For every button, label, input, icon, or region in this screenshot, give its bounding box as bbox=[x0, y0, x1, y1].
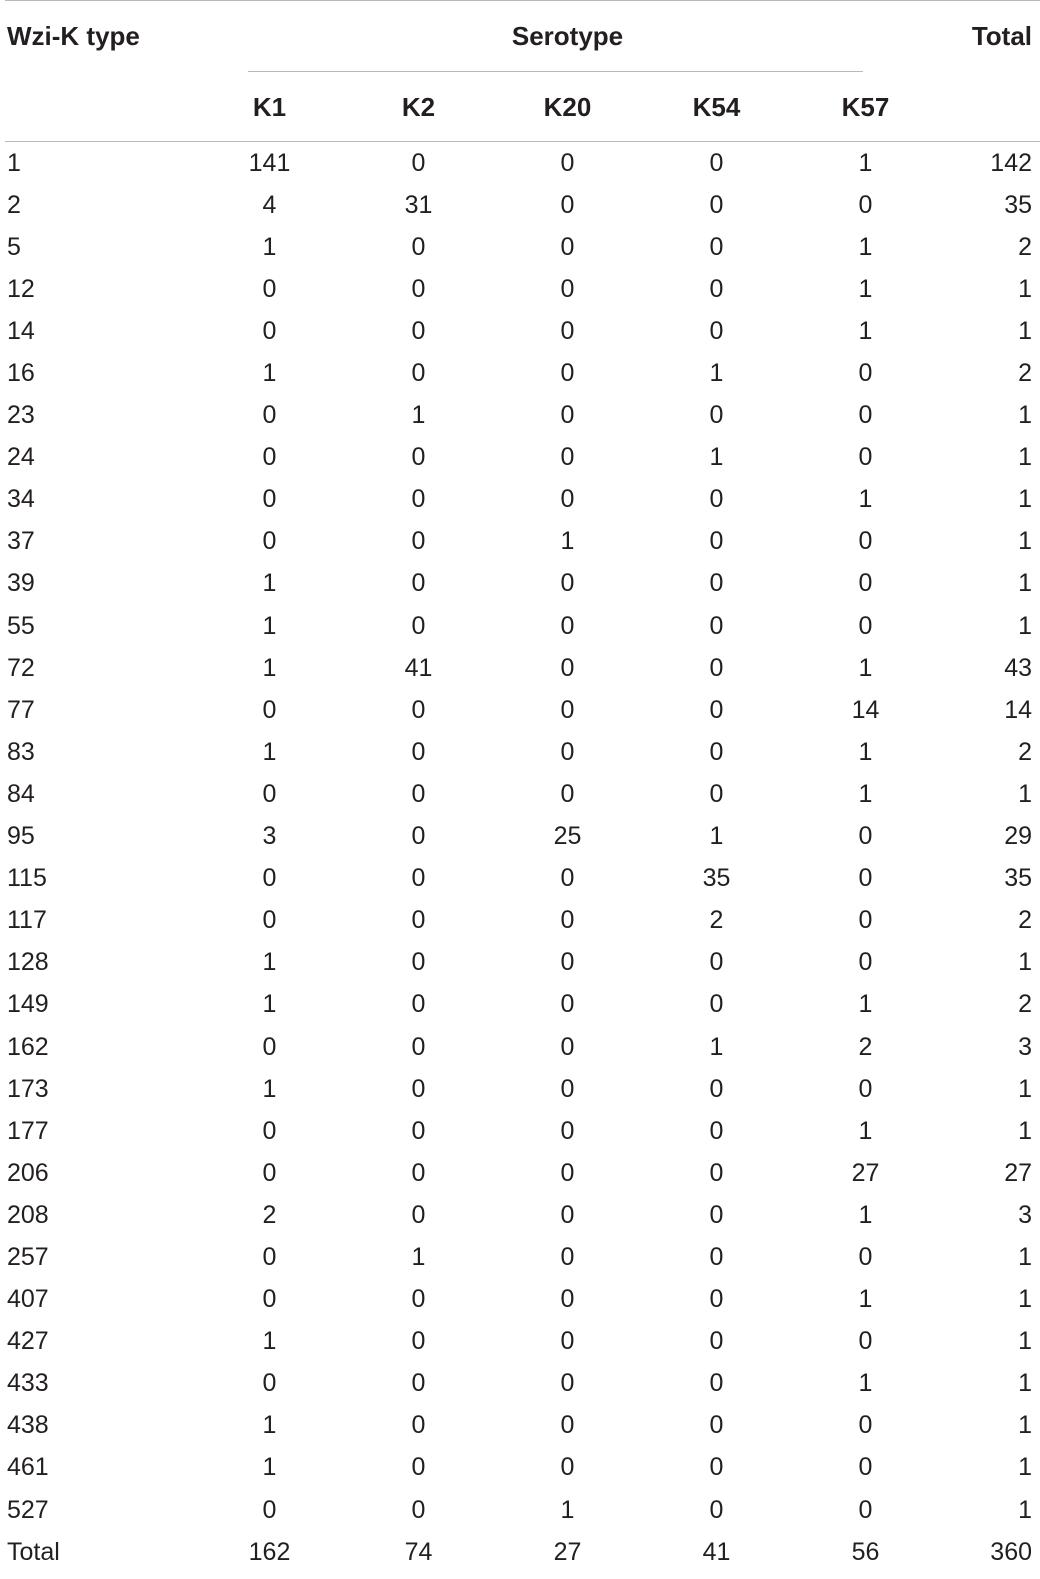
cell-wzi-k-type: 173 bbox=[7, 1074, 49, 1103]
cell-k20: 0 bbox=[560, 569, 575, 598]
table-row bbox=[5, 142, 1040, 185]
table-row bbox=[5, 816, 1040, 858]
cell-total: 1 bbox=[1018, 485, 1033, 514]
cell-total: 1 bbox=[1018, 274, 1033, 303]
cell-k1: 0 bbox=[262, 1242, 277, 1271]
cell-k20: 1 bbox=[560, 527, 575, 556]
cell-k57: 14 bbox=[851, 695, 880, 724]
cell-total: 1 bbox=[1018, 611, 1033, 640]
table-row bbox=[5, 1363, 1040, 1405]
cell-k57: 0 bbox=[858, 906, 873, 935]
cell-k1: 0 bbox=[262, 1285, 277, 1314]
cell-k1: 0 bbox=[262, 1495, 277, 1524]
cell-k54: 41 bbox=[702, 1537, 731, 1566]
cell-wzi-k-type: 77 bbox=[7, 695, 35, 724]
cell-k20: 0 bbox=[560, 948, 575, 977]
cell-wzi-k-type: 39 bbox=[7, 569, 35, 598]
cell-wzi-k-type: 12 bbox=[7, 274, 35, 303]
cell-wzi-k-type: 83 bbox=[7, 737, 35, 766]
cell-k57: 0 bbox=[858, 1453, 873, 1482]
cell-k20: 0 bbox=[560, 1242, 575, 1271]
cell-k1: 0 bbox=[262, 316, 277, 345]
cell-k54: 35 bbox=[702, 864, 731, 893]
cell-k54: 0 bbox=[709, 1158, 724, 1187]
cell-total: 14 bbox=[1004, 695, 1033, 724]
cell-wzi-k-type: 84 bbox=[7, 779, 35, 808]
cell-k1: 0 bbox=[262, 527, 277, 556]
cell-k54: 0 bbox=[709, 1285, 724, 1314]
cell-k54: 0 bbox=[709, 401, 724, 430]
cell-k20: 27 bbox=[553, 1537, 582, 1566]
cell-k2: 0 bbox=[411, 1116, 426, 1145]
cell-total: 1 bbox=[1018, 948, 1033, 977]
cell-wzi-k-type: 527 bbox=[7, 1495, 49, 1524]
cell-total: 1 bbox=[1018, 1411, 1033, 1440]
cell-total: 2 bbox=[1018, 737, 1033, 766]
cell-k1: 1 bbox=[262, 611, 277, 640]
cell-k1: 0 bbox=[262, 443, 277, 472]
table-row bbox=[5, 521, 1040, 563]
table-row bbox=[5, 689, 1040, 731]
cell-k20: 0 bbox=[560, 1032, 575, 1061]
cell-total: 1 bbox=[1018, 1453, 1033, 1482]
cell-k57: 2 bbox=[858, 1032, 873, 1061]
serotype-table bbox=[5, 0, 1040, 1573]
cell-k2: 0 bbox=[411, 443, 426, 472]
cell-wzi-k-type: 95 bbox=[7, 822, 35, 851]
cell-total: 1 bbox=[1018, 1369, 1033, 1398]
cell-k54: 1 bbox=[709, 822, 724, 851]
table-body bbox=[5, 142, 1040, 1574]
cell-k54: 0 bbox=[709, 190, 724, 219]
cell-k1: 0 bbox=[262, 695, 277, 724]
cell-k1: 1 bbox=[262, 1453, 277, 1482]
cell-k54: 0 bbox=[709, 274, 724, 303]
cell-wzi-k-type: 5 bbox=[7, 232, 21, 261]
table-row bbox=[5, 1026, 1040, 1068]
cell-wzi-k-type: 117 bbox=[7, 906, 47, 935]
cell-total: 2 bbox=[1018, 359, 1033, 388]
cell-k2: 0 bbox=[411, 1369, 426, 1398]
cell-k57: 0 bbox=[858, 1242, 873, 1271]
cell-k54: 0 bbox=[709, 779, 724, 808]
cell-k1: 1 bbox=[262, 990, 277, 1019]
table-row bbox=[5, 395, 1040, 437]
cell-k1: 1 bbox=[262, 948, 277, 977]
cell-k20: 0 bbox=[560, 1200, 575, 1229]
cell-k20: 0 bbox=[560, 1411, 575, 1440]
cell-k57: 1 bbox=[858, 1200, 873, 1229]
cell-k57: 1 bbox=[858, 1369, 873, 1398]
cell-k1: 1 bbox=[262, 737, 277, 766]
cell-k57: 0 bbox=[858, 822, 873, 851]
cell-k54: 0 bbox=[709, 1074, 724, 1103]
cell-k2: 1 bbox=[411, 1242, 426, 1271]
table-row bbox=[5, 647, 1040, 689]
cell-k20: 0 bbox=[560, 779, 575, 808]
cell-k2: 0 bbox=[411, 359, 426, 388]
cell-wzi-k-type: 162 bbox=[7, 1032, 49, 1061]
cell-k57: 0 bbox=[858, 948, 873, 977]
cell-k54: 0 bbox=[709, 737, 724, 766]
table-row bbox=[5, 858, 1040, 900]
cell-k54: 0 bbox=[709, 1116, 724, 1145]
cell-wzi-k-type: 23 bbox=[7, 401, 35, 430]
cell-wzi-k-type: 206 bbox=[7, 1158, 49, 1187]
cell-k2: 31 bbox=[404, 190, 433, 219]
cell-total: 1 bbox=[1018, 779, 1033, 808]
cell-wzi-k-type: 128 bbox=[7, 948, 49, 977]
cell-k20: 0 bbox=[560, 653, 575, 682]
cell-k2: 1 bbox=[411, 401, 426, 430]
cell-wzi-k-type: 115 bbox=[7, 864, 47, 893]
cell-k57: 56 bbox=[851, 1537, 880, 1566]
column-header-k20: K20 bbox=[493, 67, 642, 142]
table-row bbox=[5, 1321, 1040, 1363]
cell-wzi-k-type: 55 bbox=[7, 611, 35, 640]
cell-total: 3 bbox=[1018, 1200, 1033, 1229]
cell-wzi-k-type: 177 bbox=[7, 1116, 49, 1145]
cell-k20: 0 bbox=[560, 1074, 575, 1103]
cell-k2: 0 bbox=[411, 990, 426, 1019]
table-row bbox=[5, 310, 1040, 352]
cell-k57: 27 bbox=[851, 1158, 880, 1187]
cell-wzi-k-type: 16 bbox=[7, 359, 35, 388]
table-row bbox=[5, 226, 1040, 268]
cell-k57: 0 bbox=[858, 1074, 873, 1103]
header-row-group bbox=[5, 1, 1040, 68]
cell-k2: 0 bbox=[411, 611, 426, 640]
cell-k54: 1 bbox=[709, 1032, 724, 1061]
table-row bbox=[5, 1152, 1040, 1194]
column-header-wzi-k-type: Wzi-K type bbox=[7, 20, 140, 51]
cell-k2: 0 bbox=[411, 485, 426, 514]
cell-k2: 0 bbox=[411, 779, 426, 808]
cell-k2: 0 bbox=[411, 906, 426, 935]
cell-k20: 25 bbox=[553, 822, 582, 851]
cell-k2: 74 bbox=[404, 1537, 433, 1566]
cell-total: 27 bbox=[1004, 1158, 1033, 1187]
cell-k2: 0 bbox=[411, 737, 426, 766]
cell-k54: 0 bbox=[709, 485, 724, 514]
cell-k20: 0 bbox=[560, 990, 575, 1019]
cell-k57: 0 bbox=[858, 1411, 873, 1440]
cell-total: 360 bbox=[990, 1537, 1033, 1566]
cell-k1: 0 bbox=[262, 1369, 277, 1398]
cell-k57: 0 bbox=[858, 611, 873, 640]
cell-k1: 1 bbox=[262, 653, 277, 682]
cell-k57: 1 bbox=[858, 653, 873, 682]
cell-k57: 0 bbox=[858, 864, 873, 893]
cell-k20: 0 bbox=[560, 232, 575, 261]
cell-k1: 162 bbox=[248, 1537, 291, 1566]
cell-k1: 0 bbox=[262, 1116, 277, 1145]
table-row bbox=[5, 1405, 1040, 1447]
cell-k54: 0 bbox=[709, 990, 724, 1019]
table-row bbox=[5, 1194, 1040, 1236]
table-row bbox=[5, 479, 1040, 521]
cell-k2: 0 bbox=[411, 822, 426, 851]
cell-k20: 0 bbox=[560, 1158, 575, 1187]
cell-k54: 0 bbox=[709, 1242, 724, 1271]
cell-k54: 0 bbox=[709, 1453, 724, 1482]
cell-k54: 0 bbox=[709, 611, 724, 640]
cell-k2: 0 bbox=[411, 316, 426, 345]
cell-k57: 0 bbox=[858, 190, 873, 219]
table-row bbox=[5, 1110, 1040, 1152]
cell-wzi-k-type: 149 bbox=[7, 990, 49, 1019]
table-row bbox=[5, 563, 1040, 605]
cell-k1: 1 bbox=[262, 359, 277, 388]
cell-k2: 0 bbox=[411, 695, 426, 724]
cell-total: 1 bbox=[1018, 401, 1033, 430]
cell-total: 1 bbox=[1018, 1074, 1033, 1103]
header-blank-cell bbox=[940, 67, 1040, 142]
column-header-k57: K57 bbox=[791, 67, 940, 142]
cell-k1: 1 bbox=[262, 569, 277, 598]
cell-k1: 0 bbox=[262, 485, 277, 514]
column-header-k2: K2 bbox=[344, 67, 493, 142]
cell-k54: 0 bbox=[709, 569, 724, 598]
column-header-k54: K54 bbox=[642, 67, 791, 142]
cell-k57: 0 bbox=[858, 359, 873, 388]
cell-k54: 2 bbox=[709, 906, 724, 935]
cell-k57: 1 bbox=[858, 232, 873, 261]
table-row bbox=[5, 352, 1040, 394]
cell-total: 29 bbox=[1004, 822, 1033, 851]
cell-k57: 0 bbox=[858, 569, 873, 598]
cell-total: 1 bbox=[1018, 1285, 1033, 1314]
cell-k54: 1 bbox=[709, 359, 724, 388]
cell-total: 1 bbox=[1018, 443, 1033, 472]
cell-total: 1 bbox=[1018, 1327, 1033, 1356]
cell-k57: 1 bbox=[858, 990, 873, 1019]
cell-k20: 0 bbox=[560, 906, 575, 935]
table-row bbox=[5, 1279, 1040, 1321]
cell-total: 2 bbox=[1018, 990, 1033, 1019]
cell-wzi-k-type: 2 bbox=[7, 190, 21, 219]
cell-wzi-k-type: 1 bbox=[7, 148, 21, 177]
cell-wzi-k-type: 407 bbox=[7, 1285, 49, 1314]
cell-total: 1 bbox=[1018, 1242, 1033, 1271]
cell-total: 3 bbox=[1018, 1032, 1033, 1061]
header-blank-cell bbox=[5, 67, 195, 142]
cell-wzi-k-type: 14 bbox=[7, 316, 35, 345]
cell-wzi-k-type: 37 bbox=[7, 527, 35, 556]
cell-k1: 2 bbox=[262, 1200, 277, 1229]
cell-total: 142 bbox=[990, 148, 1033, 177]
cell-k54: 0 bbox=[709, 948, 724, 977]
cell-k2: 0 bbox=[411, 1074, 426, 1103]
cell-k20: 0 bbox=[560, 1453, 575, 1482]
table-row bbox=[5, 1489, 1040, 1531]
cell-k1: 0 bbox=[262, 274, 277, 303]
cell-k57: 0 bbox=[858, 527, 873, 556]
cell-total: 1 bbox=[1018, 527, 1033, 556]
cell-k2: 0 bbox=[411, 1411, 426, 1440]
cell-k54: 0 bbox=[709, 695, 724, 724]
cell-k2: 0 bbox=[411, 232, 426, 261]
cell-k1: 0 bbox=[262, 906, 277, 935]
cell-total: 1 bbox=[1018, 569, 1033, 598]
cell-wzi-k-type: Total bbox=[7, 1537, 60, 1566]
cell-k2: 0 bbox=[411, 864, 426, 893]
cell-k2: 41 bbox=[404, 653, 433, 682]
cell-k20: 0 bbox=[560, 401, 575, 430]
cell-k1: 1 bbox=[262, 232, 277, 261]
cell-k57: 1 bbox=[858, 1116, 873, 1145]
cell-k57: 1 bbox=[858, 274, 873, 303]
cell-wzi-k-type: 34 bbox=[7, 485, 35, 514]
cell-total: 2 bbox=[1018, 232, 1033, 261]
table-row bbox=[5, 773, 1040, 815]
cell-k1: 4 bbox=[262, 190, 277, 219]
cell-k54: 0 bbox=[709, 1200, 724, 1229]
cell-wzi-k-type: 72 bbox=[7, 653, 35, 682]
cell-k20: 0 bbox=[560, 485, 575, 514]
cell-k20: 0 bbox=[560, 148, 575, 177]
table-row bbox=[5, 437, 1040, 479]
cell-k2: 0 bbox=[411, 1327, 426, 1356]
table-row bbox=[5, 900, 1040, 942]
cell-total: 1 bbox=[1018, 1495, 1033, 1524]
cell-wzi-k-type: 208 bbox=[7, 1200, 49, 1229]
cell-k54: 0 bbox=[709, 1495, 724, 1524]
serotype-group-rule bbox=[248, 71, 863, 72]
cell-k2: 0 bbox=[411, 1495, 426, 1524]
table-row-total bbox=[5, 1531, 1040, 1573]
column-header-total: Total bbox=[971, 20, 1033, 51]
column-group-serotype: Serotype bbox=[511, 20, 624, 51]
cell-k2: 0 bbox=[411, 1285, 426, 1314]
cell-wzi-k-type: 257 bbox=[7, 1242, 49, 1271]
cell-k20: 0 bbox=[560, 695, 575, 724]
cell-k1: 0 bbox=[262, 864, 277, 893]
cell-k54: 0 bbox=[709, 316, 724, 345]
cell-k54: 0 bbox=[709, 148, 724, 177]
cell-k20: 0 bbox=[560, 274, 575, 303]
cell-k1: 3 bbox=[262, 822, 277, 851]
cell-k54: 0 bbox=[709, 232, 724, 261]
table-row bbox=[5, 942, 1040, 984]
cell-total: 1 bbox=[1018, 316, 1033, 345]
cell-k54: 0 bbox=[709, 527, 724, 556]
cell-k2: 0 bbox=[411, 1158, 426, 1187]
cell-wzi-k-type: 438 bbox=[7, 1411, 49, 1440]
cell-k1: 141 bbox=[248, 148, 291, 177]
table-row bbox=[5, 731, 1040, 773]
table-row bbox=[5, 1236, 1040, 1278]
cell-k57: 0 bbox=[858, 1327, 873, 1356]
cell-total: 2 bbox=[1018, 906, 1033, 935]
cell-k1: 0 bbox=[262, 1032, 277, 1061]
column-header-k1: K1 bbox=[195, 67, 344, 142]
table-row bbox=[5, 184, 1040, 226]
header-row-serotypes bbox=[5, 67, 1040, 142]
cell-k57: 1 bbox=[858, 316, 873, 345]
table-row bbox=[5, 984, 1040, 1026]
cell-k2: 0 bbox=[411, 569, 426, 598]
table-row bbox=[5, 605, 1040, 647]
cell-k1: 0 bbox=[262, 1158, 277, 1187]
cell-k57: 0 bbox=[858, 1495, 873, 1524]
cell-k1: 1 bbox=[262, 1327, 277, 1356]
cell-k57: 1 bbox=[858, 779, 873, 808]
cell-k2: 0 bbox=[411, 148, 426, 177]
cell-k2: 0 bbox=[411, 1032, 426, 1061]
cell-k20: 0 bbox=[560, 1285, 575, 1314]
cell-k57: 0 bbox=[858, 443, 873, 472]
cell-k54: 0 bbox=[709, 1369, 724, 1398]
cell-total: 35 bbox=[1004, 190, 1033, 219]
cell-k1: 0 bbox=[262, 779, 277, 808]
cell-k20: 0 bbox=[560, 737, 575, 766]
table-row bbox=[5, 1068, 1040, 1110]
cell-k57: 1 bbox=[858, 148, 873, 177]
cell-k2: 0 bbox=[411, 1200, 426, 1229]
cell-k20: 0 bbox=[560, 1116, 575, 1145]
cell-k20: 0 bbox=[560, 359, 575, 388]
cell-k54: 0 bbox=[709, 1411, 724, 1440]
cell-wzi-k-type: 433 bbox=[7, 1369, 49, 1398]
cell-k2: 0 bbox=[411, 274, 426, 303]
cell-wzi-k-type: 461 bbox=[7, 1453, 49, 1482]
table-row bbox=[5, 1447, 1040, 1489]
cell-wzi-k-type: 24 bbox=[7, 443, 35, 472]
cell-k54: 1 bbox=[709, 443, 724, 472]
cell-k54: 0 bbox=[709, 1327, 724, 1356]
cell-k1: 0 bbox=[262, 401, 277, 430]
cell-total: 35 bbox=[1004, 864, 1033, 893]
cell-k1: 1 bbox=[262, 1074, 277, 1103]
cell-k2: 0 bbox=[411, 1453, 426, 1482]
cell-k20: 0 bbox=[560, 443, 575, 472]
cell-k57: 1 bbox=[858, 485, 873, 514]
serotype-table-container bbox=[5, 0, 1039, 1573]
cell-total: 1 bbox=[1018, 1116, 1033, 1145]
cell-wzi-k-type: 427 bbox=[7, 1327, 49, 1356]
cell-k2: 0 bbox=[411, 527, 426, 556]
cell-k20: 0 bbox=[560, 316, 575, 345]
cell-k54: 0 bbox=[709, 653, 724, 682]
cell-k2: 0 bbox=[411, 948, 426, 977]
cell-k20: 0 bbox=[560, 864, 575, 893]
cell-k20: 0 bbox=[560, 1327, 575, 1356]
cell-k20: 0 bbox=[560, 1369, 575, 1398]
cell-k57: 1 bbox=[858, 1285, 873, 1314]
cell-k20: 0 bbox=[560, 611, 575, 640]
cell-k1: 1 bbox=[262, 1411, 277, 1440]
cell-k57: 0 bbox=[858, 401, 873, 430]
cell-k57: 1 bbox=[858, 737, 873, 766]
cell-k20: 1 bbox=[560, 1495, 575, 1524]
table-row bbox=[5, 268, 1040, 310]
cell-total: 43 bbox=[1004, 653, 1033, 682]
cell-k20: 0 bbox=[560, 190, 575, 219]
